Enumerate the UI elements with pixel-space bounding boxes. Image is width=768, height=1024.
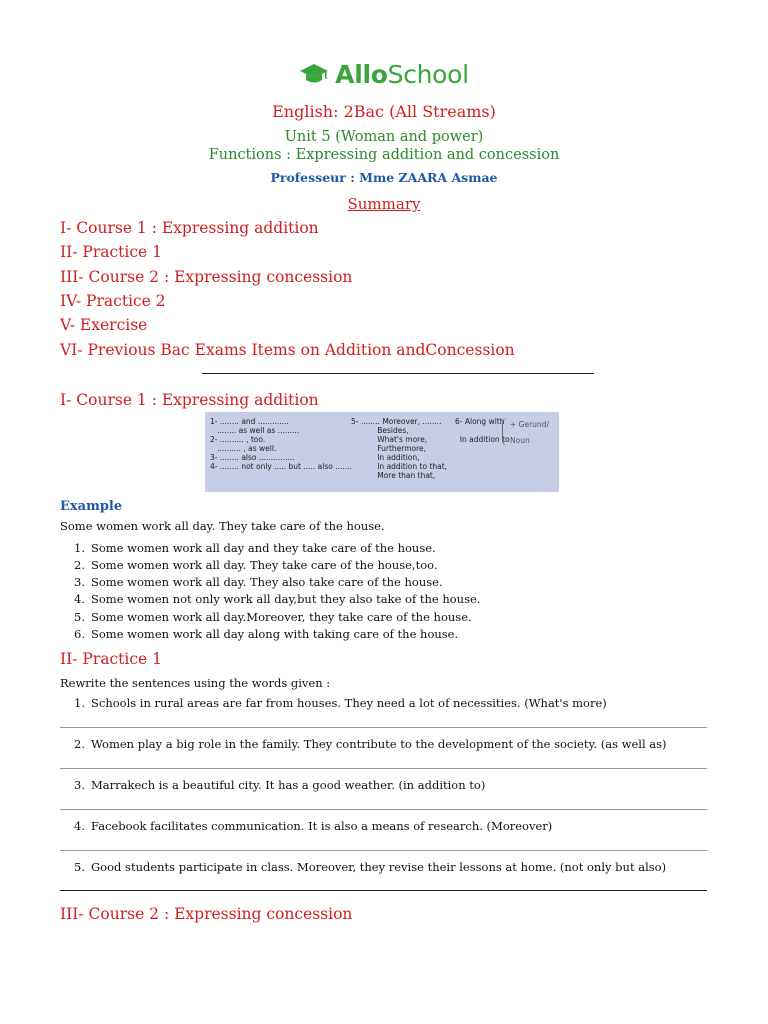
- exercise-item: 1. Schools in rural areas are far from houses. They need a lot of necessities. (What's more): [74, 696, 607, 710]
- toc-item: VI- Previous Bac Exams Items on Addition andConcession: [60, 341, 515, 359]
- exercise-item: 2. Women play a big role in the family. They contribute to the development of the society. (as well as): [74, 737, 667, 751]
- table-column: 1- ........ and ............. ........ as well as ......... 2- .......... , too. .......... , as well. 3- ........ also ............... 4- ........ not only ..... but ..... also .......: [210, 417, 352, 471]
- section-divider: [60, 890, 707, 891]
- list-item: 4. Some women not only work all day,but they also take of the house.: [74, 592, 481, 606]
- functions-title: Functions : Expressing addition and concession: [208, 147, 560, 163]
- table-column: 5- ........ Moreover, ........ Besides, What's more, Furthermore, In addition, In addition to that, More than that,: [351, 417, 448, 480]
- brace-icon: [502, 418, 509, 446]
- table-column: 6- Along with In addition to: [455, 417, 510, 444]
- professor-name: Professeur : Mme ZAARA Asmae: [270, 170, 498, 185]
- addition-connectors-table: [205, 412, 559, 492]
- exercise-item: 5. Good students participate in class. Moreover, they revise their lessons at home. (not only but also): [74, 860, 667, 874]
- toc-item: V- Exercise: [60, 316, 148, 334]
- list-item: 3. Some women work all day. They also take care of the house.: [74, 575, 443, 589]
- list-item: 5. Some women work all day.Moreover, they take care of the house.: [74, 610, 472, 624]
- toc-item: III- Course 2 : Expressing concession: [60, 268, 353, 286]
- answer-line: [60, 727, 707, 728]
- toc-item: I- Course 1 : Expressing addition: [60, 219, 319, 237]
- practice1-heading: II- Practice 1: [60, 650, 162, 668]
- summary-heading: Summary: [347, 195, 421, 213]
- toc-item: II- Practice 1: [60, 243, 162, 261]
- answer-line: [60, 768, 707, 769]
- list-item: 2. Some women work all day. They take care of the house,too.: [74, 558, 438, 572]
- document-title: English: 2Bac (All Streams): [272, 102, 496, 121]
- practice1-instruction: Rewrite the sentences using the words given :: [60, 676, 331, 690]
- example-sentence: Some women work all day. They take care of the house.: [60, 519, 385, 533]
- table-note: + Gerund/: [510, 420, 549, 429]
- table-note: Noun: [510, 436, 530, 445]
- logo-text: AlloSchool: [335, 60, 469, 89]
- exercise-item: 4. Facebook facilitates communication. It is also a means of research. (Moreover): [74, 819, 553, 833]
- course1-heading: I- Course 1 : Expressing addition: [60, 391, 319, 409]
- course2-heading: III- Course 2 : Expressing concession: [60, 905, 353, 923]
- graduation-cap-icon: [299, 61, 329, 89]
- exercise-item: 3. Marrakech is a beautiful city. It has a good weather. (in addition to): [74, 778, 486, 792]
- answer-line: [60, 850, 707, 851]
- unit-title: Unit 5 (Woman and power): [284, 129, 484, 145]
- answer-line: [60, 809, 707, 810]
- summary-divider: [202, 373, 594, 374]
- list-item: 6. Some women work all day along with taking care of the house.: [74, 627, 459, 641]
- alloschool-logo: [0, 60, 768, 89]
- toc-item: IV- Practice 2: [60, 292, 166, 310]
- example-heading: Example: [60, 499, 123, 514]
- list-item: 1. Some women work all day and they take care of the house.: [74, 541, 436, 555]
